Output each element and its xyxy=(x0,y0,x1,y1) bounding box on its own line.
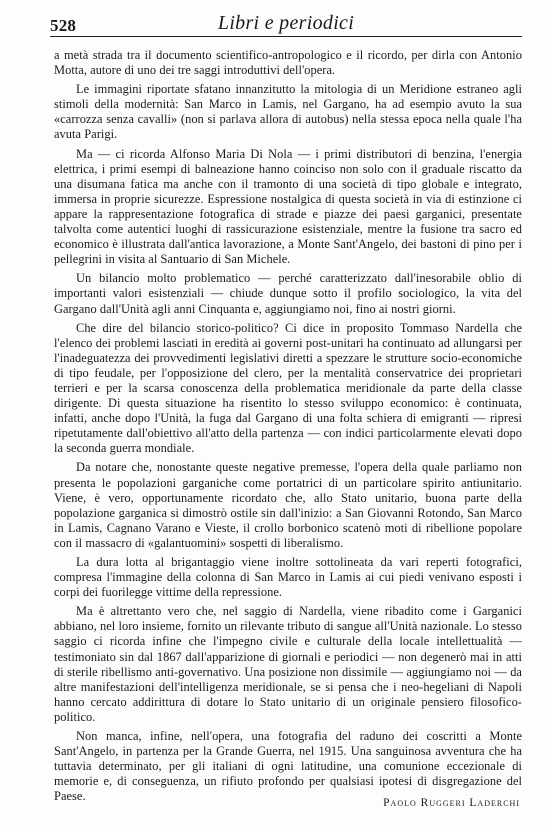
paragraph-3: Ma — ci ricorda Alfonso Maria Di Nola — i primi distributori di benzina, l'energia elettrica, i primi esempi di balneazione hanno coinciso non solo con il graduale riscatto da una disumana fatica ma anche con il tramonto di una società di tipo globale e integrato, immersa in proprie sicurezze. Espressione nostalgica di questa società in via di estinzione ci appare la rappresentazione fotografica di strade e piazze dei paesi garganici, presentate talvolta come autentici luoghi di rassicurazione esistenziale, mentre la fusione tra sacro ed economico è illustrata dall'antica lavorazione, a Monte Sant'Angelo, dei bastoni di pino per i pellegrini in visita al Santuario di San Michele. xyxy=(54,146,522,267)
paragraph-5: Che dire del bilancio storico-politico? Ci dice in proposito Tommaso Nardella che l'elenco dei problemi lasciati in eredità ai governi post-unitari ha continuato ad allungarsi per l'inadeguatezza dei provvedimenti legislativi diretti a spezzare le strutture socio-economiche di tipo feudale, per l'opposizione del clero, per la mentalità conservatrice dei proprietari terrieri e per la scarsa conoscenza della problematica meridionale da parte della classe dirigente. Di questa situazione ha risentito lo stesso sviluppo economico: è continuata, infatti, anche dopo l'Unità, la fuga dal Gargano di una folta schiera di emigranti — ripresi ripetutamente dall'obiettivo all'atto della partenza — con indici particolarmente elevati dopo la seconda guerra mondiale. xyxy=(54,320,522,456)
paragraph-8: Ma è altrettanto vero che, nel saggio di Nardella, viene ribadito come i Garganici abbiano, nel loro insieme, fornito un rilevante tributo di sangue all'Unità nazionale. Lo stesso saggio ci ricorda infine che l'impegno civile e culturale della locale intellettualità — testimoniato sin dal 1867 dall'apparizione di giornali e periodici — non degenerò mai in atti di sterile ribellismo anti-governativo. Una posizione non dissimile — aggiungiamo noi — da altre manifestazioni dell'intelligenza meridionale, se si pensa che i neo-hegeliani di Napoli hanno cercato addirittura di dotare lo Stato unitario di un originale pensiero filosofico-politico. xyxy=(54,604,522,724)
author-signature: Paolo Ruggeri Laderchi xyxy=(383,797,520,809)
paragraph-9: Non manca, infine, nell'opera, una fotografia del raduno dei coscritti a Monte Sant'Angelo, in partenza per la Grande Guerra, nel 1915. Una sanguinosa avventura che ha tuttavia determinato, per gli italiani di ogni latitudine, una comunione eccezionale di memorie e, di conseguenza, un rifiuto profondo per qualsiasi ipotesi di disgregazione del Paese. xyxy=(54,729,522,804)
paragraph-6: Da notare che, nonostante queste negative premesse, l'opera della quale parliamo non presenta le popolazioni garganiche come portatrici di un particolare spirito antiunitario. Viene, è vero, opportunamente ricordato che, allo Stato unitario, buona parte della popolazione garganica si dimostrò ostile sin dall'inizio: a San Giovanni Rotondo, San Marco in Lamis, Cagnano Varano e Vieste, il crollo borbonico scatenò moti di ribellione popolare con il massacro di «galantuomini» sospetti di liberalismo. xyxy=(54,460,522,550)
running-title: Libri e periodici xyxy=(217,12,355,34)
paragraph-1: a metà strada tra il documento scientifico-antropologico e il ricordo, per dirla con Antonio Motta, autore di uno dei tre saggi introduttivi dell'opera. xyxy=(54,48,522,78)
paragraph-4: Un bilancio molto problematico — perché caratterizzato dall'inesorabile oblio di importanti valori esistenziali — chiude dunque sotto il profilo sociologico, la vita del Gargano dall'Unità agli anni Cinquanta e, aggiungiamo noi, fino ai nostri giorni. xyxy=(54,271,522,316)
paragraph-2: Le immagini riportate sfatano innanzitutto la mitologia di un Meridione estraneo agli stimoli della modernità: San Marco in Lamis, nel Gargano, ha ad esempio avuto la sua «carrozza senza cavalli» (non si parlava allora di autobus) nella stessa epoca nella quale l'ha avuta Parigi. xyxy=(54,82,522,142)
paragraph-7: La dura lotta al brigantaggio viene inoltre sottolineata da vari reperti fotografici, compresa l'immagine della colonna di San Marco in Lamis ai cui piedi venivano esposti i corpi dei fuorilegge vittime della repressione. xyxy=(54,555,522,600)
article-body xyxy=(54,48,522,809)
header-rule xyxy=(50,36,522,37)
page-header xyxy=(50,6,522,36)
page-number: 528 xyxy=(50,16,77,35)
